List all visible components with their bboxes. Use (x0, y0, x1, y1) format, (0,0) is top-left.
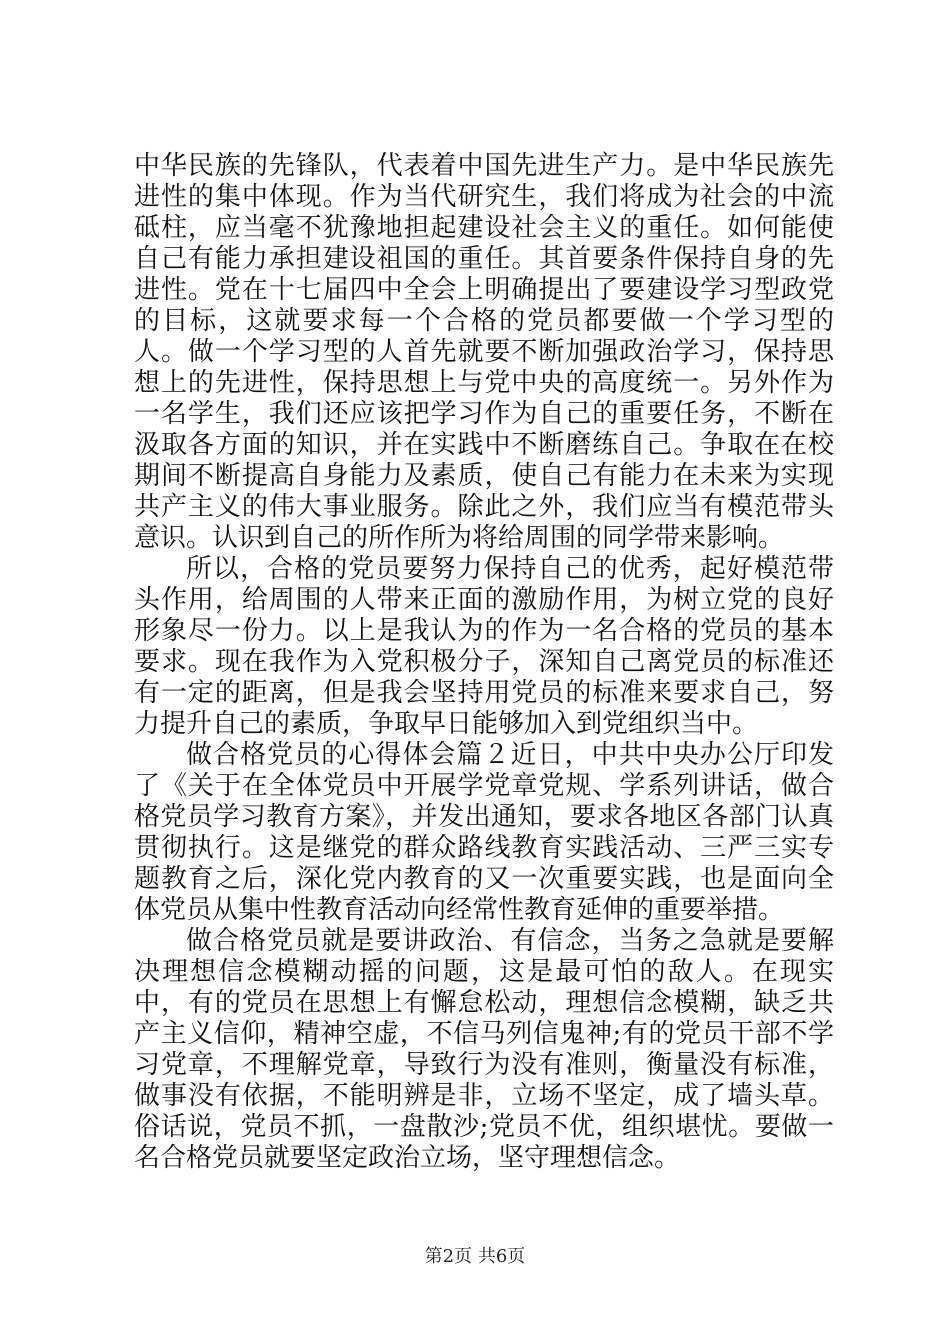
page-number-footer: 第2页 共6页 (424, 1246, 526, 1267)
paragraph: 做合格党员就是要讲政治、有信念，当务之急就是要解决理想信念模糊动摇的问题，这是最可怕的敌人。在现实中，有的党员在思想上有懈怠松动，理想信念模糊，缺乏共产主义信仰，精神空虚，不信马列信鬼神;有的党员干部不学习党章，不理解党章，导致行为没有准则，衡量没有标准，做事没有依据，不能明辨是非，立场不坚定，成了墙头草。俗话说，党员不抓，一盘散沙;党员不优，组织堪忧。要做一名合格党员就要坚定政治立场，坚守理想信念。 (134, 926, 834, 1173)
paragraph: 中华民族的先锋队，代表着中国先进生产力。是中华民族先进性的集中体现。作为当代研究生，我们将成为社会的中流砥柱，应当毫不犹豫地担起建设社会主义的重任。如何能使自己有能力承担建设祖国的重任。其首要条件保持自身的先进性。党在十七届四中全会上明确提出了要建设学习型政党的目标，这就要求每一个合格的党员都要做一个学习型的人。做一个学习型的人首先就要不断加强政治学习，保持思想上的先进性，保持思想上与党中央的高度统一。另外作为一名学生，我们还应该把学习作为自己的重要任务，不断在汲取各方面的知识，并在实践中不断磨练自己。争取在在校期间不断提高自身能力及素质，使自己有能力在未来为实现共产主义的伟大事业服务。除此之外，我们应当有模范带头意识。认识到自己的所作所为将给周围的同学带来影响。 (134, 151, 834, 553)
paragraph: 做合格党员的心得体会篇２近日，中共中央办公厅印发了《关于在全体党员中开展学党章党规、学系列讲话，做合格党员学习教育方案》，并发出通知，要求各地区各部门认真贯彻执行。这是继党的群众路线教育实践活动、三严三实专题教育之后，深化党内教育的又一次重要实践，也是面向全体党员从集中性教育活动向经常性教育延伸的重要举措。 (134, 740, 834, 925)
document-body (134, 151, 834, 1174)
paragraph: 所以，合格的党员要努力保持自己的优秀，起好模范带头作用，给周围的人带来正面的激励作用，为树立党的良好形象尽一份力。以上是我认为的作为一名合格的党员的基本要求。现在我作为入党积极分子，深知自己离党员的标准还有一定的距离，但是我会坚持用党员的标准来要求自己，努力提升自己的素质，争取早日能够加入到党组织当中。 (134, 554, 834, 739)
